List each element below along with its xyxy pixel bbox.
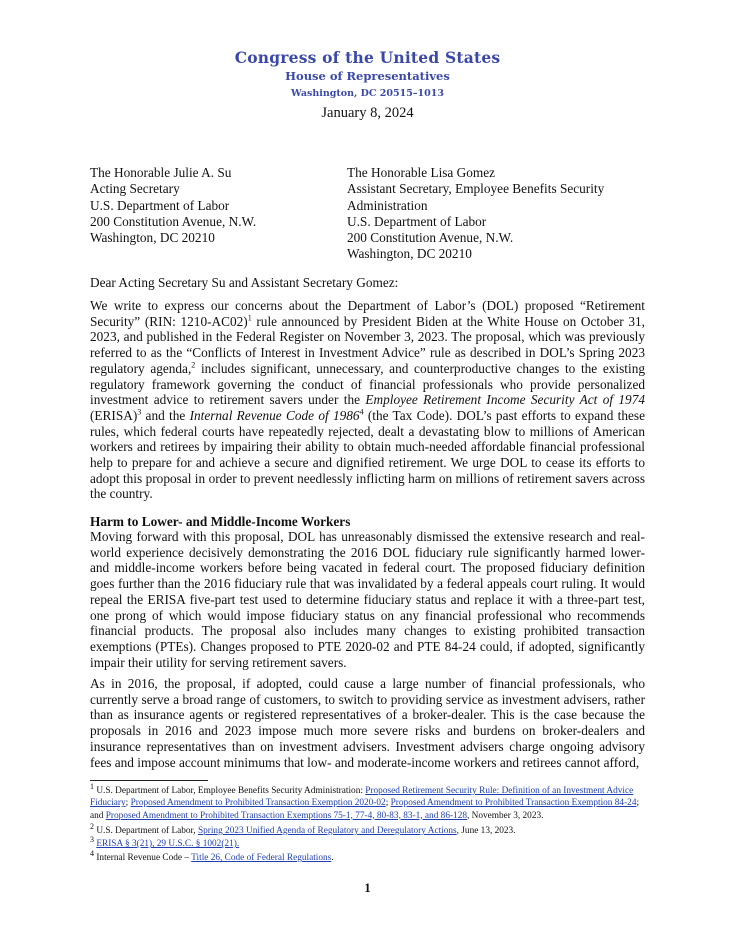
recipient-city: Washington, DC 20210 — [90, 230, 215, 246]
footnote-text: ; — [385, 798, 391, 809]
text-run: includes significant, unnecessary, and counterproductive changes to the existing regulatory framework governing the conduct of financial professionals who provide personalized investment advice to retirement savers under the — [90, 360, 645, 408]
footnote-link[interactable]: ERISA § 3(21), 29 U.S.C. § 1002(21). — [96, 839, 240, 849]
footnote-3 — [90, 834, 650, 850]
footnote-link[interactable]: Spring 2023 Unified Agenda of Regulatory and Deregulatory Actions — [197, 826, 457, 836]
section-heading: Harm to Lower- and Middle-Income Workers — [90, 514, 351, 529]
letterhead-title: Congress of the United States — [234, 48, 501, 67]
footnote-ref[interactable]: 3 — [137, 407, 142, 417]
recipient-block-right — [347, 165, 647, 263]
footnote-1 — [90, 781, 650, 822]
footnote-text: Internal Revenue Code – — [94, 853, 192, 863]
letterhead-address: Washington, DC 20515–1013 — [290, 88, 444, 99]
recipient-name: The Honorable Julie A. Su — [90, 165, 232, 180]
text-run: (ERISA) — [90, 407, 138, 423]
footnote-number: 2 — [90, 821, 94, 831]
footnote-text: U.S. Department of Labor, Employee Benefits Security Administration: — [94, 786, 366, 796]
footnote-2 — [90, 821, 650, 837]
recipient-title: Assistant Secretary, Employee Benefits Security — [347, 181, 605, 197]
body-paragraph: Moving forward with this proposal, DOL has unreasonably dismissed the extensive research and real-world experience decisively demonstrating the 2016 DOL fiduciary rule significantly harmed lower- and middle-income workers before being vacated in federal court. The proposed fiduciary definition goes further than the 2016 fiduciary rule that was invalidated by a federal appeals court ruling. It would repeal the ERISA five-part test used to determine fiduciary status and replace it with a three-part test, one prong of which would impose fiduciary status on any financial professional who recommends financial products. The proposal also includes many changes to existing prohibited transaction exemptions (PTEs). Changes proposed to PTE 2020-02 and PTE 84-24 could, if adopted, significantly impair their utility for serving retirement savers. — [90, 529, 645, 670]
recipient-name: The Honorable Lisa Gomez — [347, 165, 496, 180]
footnote-text: , November 3, 2023. — [467, 810, 544, 821]
salutation: Dear Acting Secretary Su and Assistant Secretary Gomez: — [90, 275, 399, 290]
recipient-block-left — [90, 165, 330, 246]
recipient-city: Washington, DC 20210 — [347, 246, 472, 262]
page-number: 1 — [364, 881, 371, 895]
text-run: and the — [141, 407, 190, 423]
footnote-divider — [90, 780, 208, 781]
footnote-4 — [90, 848, 650, 864]
footnote-ref[interactable]: 2 — [191, 360, 196, 370]
footnote-text: U.S. Department of Labor, — [94, 826, 198, 836]
letterhead-chamber: House of Representatives — [285, 69, 450, 83]
recipient-org: U.S. Department of Labor — [347, 213, 487, 229]
text-run: We write to express our concerns about the Department of Labor’s (DOL) proposed “Retirement Security” (RIN: 1210-AC02) — [90, 298, 645, 329]
footnote-link[interactable]: Proposed Amendment to Prohibited Transaction Exemption 2020-02 — [130, 798, 386, 809]
statute-title: Internal Revenue Code of 1986 — [189, 407, 360, 423]
statute-title: Employee Retirement Income Security Act of 1974 — [365, 392, 645, 408]
footnote-ref[interactable]: 1 — [247, 313, 252, 323]
text-run: rule announced by President Biden at the White House on October 31, 2023, and published in the Federal Register on November 3, 2023. The proposal, which was previously referred to as the “Conflicts of Interest in Investment Advice” rule as described in DOL’s Spring 2023 regulatory agenda, — [90, 313, 645, 376]
footnote-text: ; and — [90, 798, 640, 821]
footnote-link[interactable]: Proposed Retirement Security Rule: Definition of an Investment Advice Fiduciary — [90, 786, 634, 809]
footnote-ref[interactable]: 4 — [359, 407, 364, 417]
footnote-text: . — [331, 853, 334, 863]
recipient-street: 200 Constitution Avenue, N.W. — [347, 230, 514, 246]
footnote-text: ; — [125, 798, 131, 809]
footnote-link[interactable]: Proposed Amendment to Prohibited Transaction Exemptions 75-1, 77-4, 80-83, 83-1, and 86-128 — [105, 810, 468, 821]
recipient-title: Acting Secretary — [90, 181, 180, 197]
footnote-number: 1 — [90, 781, 94, 791]
recipient-street: 200 Constitution Avenue, N.W. — [90, 213, 257, 229]
intro-paragraph — [90, 298, 645, 502]
footnote-number: 4 — [90, 848, 94, 858]
recipient-org: U.S. Department of Labor — [90, 197, 230, 213]
footnote-number: 3 — [90, 834, 94, 844]
footnote-link[interactable]: Title 26, Code of Federal Regulations — [191, 853, 332, 863]
text-run: (the Tax Code). DOL’s past efforts to expand these rules, which federal courts have repeatedly rejected, dealt a devastating blow to millions of American workers and retirees by impairing their ability to obtain much-needed affordable financial professional help to prepare for and achieve a secure and dignified retirement. We urge DOL to cease its efforts to adopt this proposal in order to prevent needlessly inflicting harm on millions of retirement savers across the country. — [90, 407, 645, 502]
body-paragraph: As in 2016, the proposal, if adopted, could cause a large number of financial professionals, who currently serve a broad range of customers, to switch to providing service as investment advisers, rather than as insurance agents or registered representatives of a broker-dealer. This is the case because the proposals in 2016 and 2023 impose much more severe risks and burdens on broker-dealers and insurance representatives than on investment advisers. Investment advisers charge ongoing advisory fees and impose account minimums that low- and moderate-income workers and retirees cannot afford, — [90, 676, 645, 770]
letter-date: January 8, 2024 — [321, 105, 414, 121]
footnote-text: , June 13, 2023. — [456, 826, 516, 836]
recipient-title-cont: Administration — [347, 197, 428, 213]
footnote-link[interactable]: Proposed Amendment to Prohibited Transaction Exemption 84-24 — [390, 798, 637, 809]
